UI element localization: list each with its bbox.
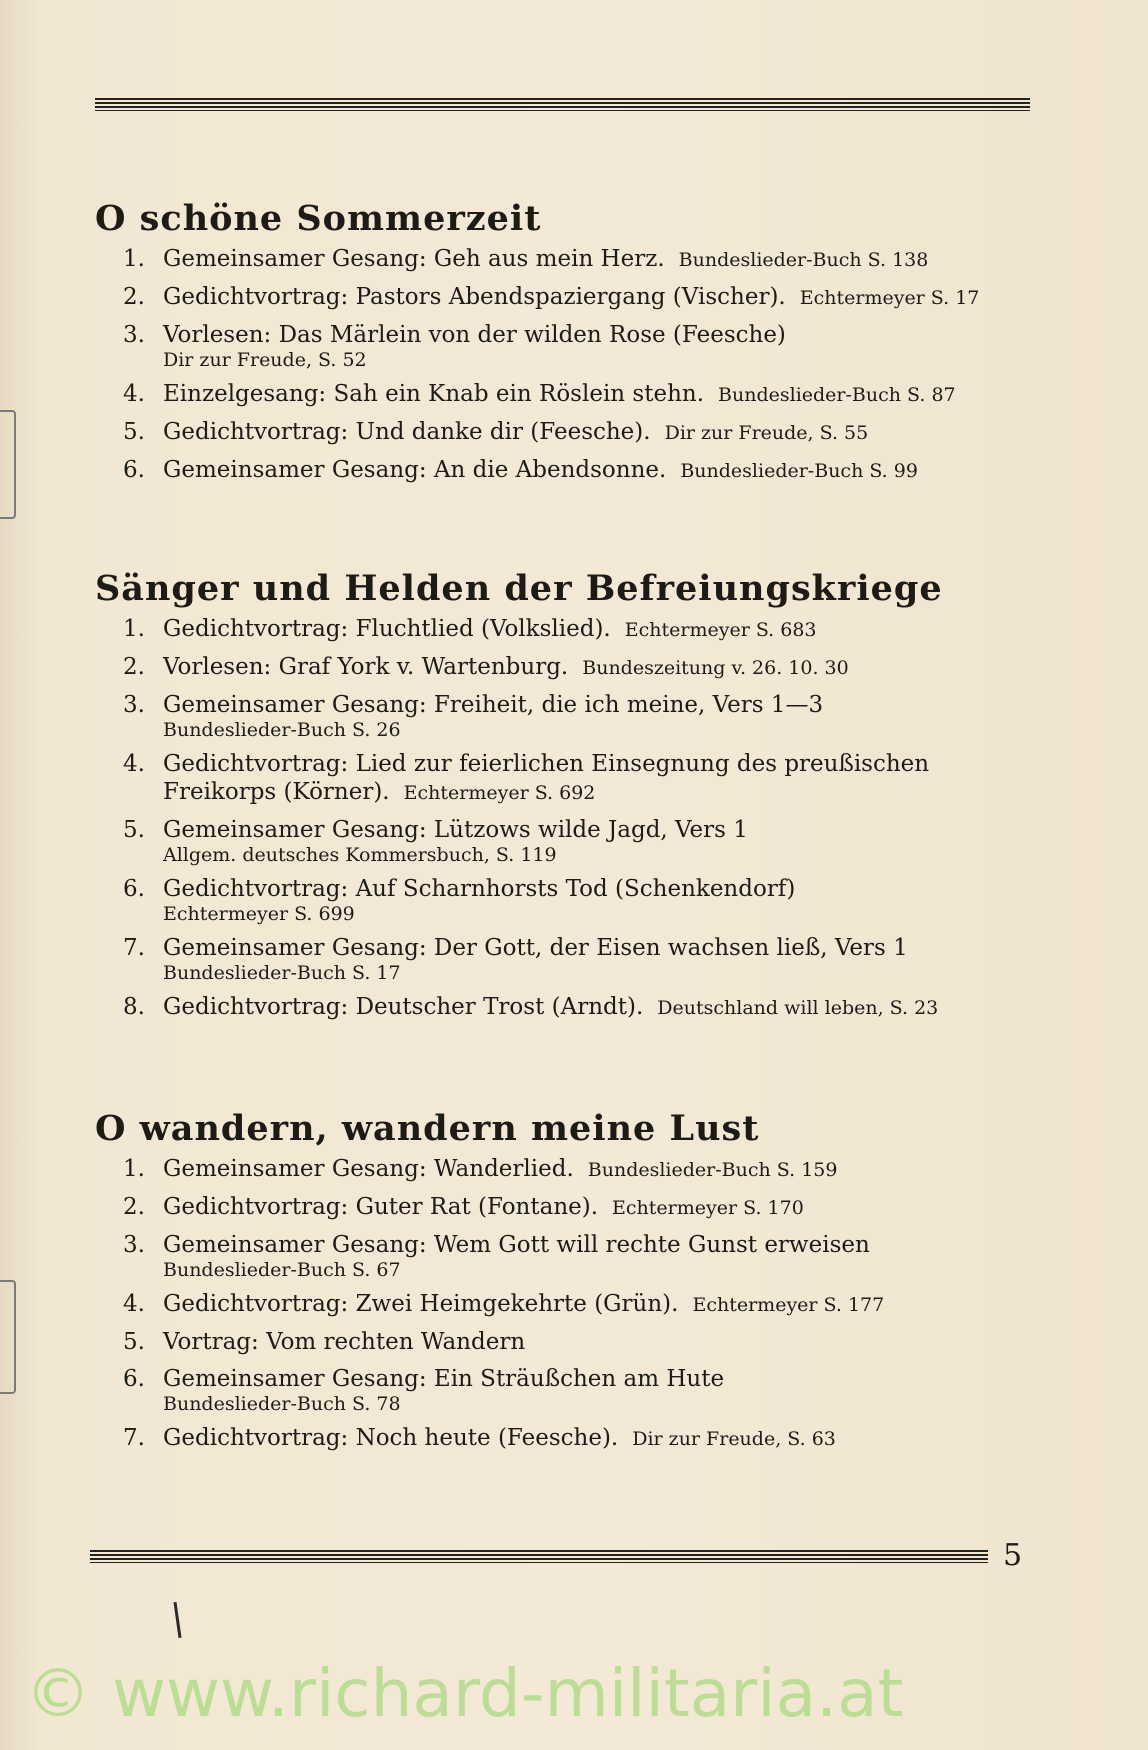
item-number: 3.: [123, 1232, 145, 1258]
item-reference: Allgem. deutsches Kommersbuch, S. 119: [163, 844, 557, 866]
item-text: Gedichtvortrag: Fluchtlied (Volkslied).: [163, 616, 611, 642]
item-text: Gemeinsamer Gesang: An die Abendsonne.: [163, 457, 667, 483]
item-reference: Bundeslieder-Buch S. 138: [678, 249, 929, 271]
item-number: 7.: [123, 1425, 145, 1451]
top-rule: [95, 98, 1030, 111]
section-title: O schöne Sommerzeit: [95, 198, 542, 239]
item-text: Gedichtvortrag: Und danke dir (Feesche).: [163, 419, 651, 445]
item-number: 2.: [123, 1194, 145, 1220]
item-reference: Echtermeyer S. 177: [692, 1294, 885, 1316]
item-reference: Bundeslieder-Buch S. 78: [163, 1393, 401, 1415]
item-text: Einzelgesang: Sah ein Knab ein Röslein stehn.: [163, 381, 705, 407]
page-number: 5: [1003, 1538, 1023, 1573]
item-number: 1.: [123, 1156, 145, 1182]
item-text: Gemeinsamer Gesang: Wanderlied.: [163, 1156, 574, 1182]
program-item: [123, 1193, 1035, 1222]
item-text: Gemeinsamer Gesang: Ein Sträußchen am Hute: [163, 1366, 725, 1392]
section-title: O wandern, wandern meine Lust: [95, 1108, 760, 1149]
program-item: [123, 1328, 1035, 1356]
section-befreiungskriege: [95, 568, 1035, 1031]
item-number: 3.: [123, 692, 145, 718]
item-reference: Echtermeyer S. 692: [403, 782, 596, 804]
item-reference: Echtermeyer S. 699: [163, 903, 355, 925]
program-item: [123, 615, 1035, 644]
item-reference: Bundeslieder-Buch S. 67: [163, 1259, 401, 1281]
program-item: [123, 380, 1035, 409]
item-number: 4.: [123, 751, 145, 777]
program-list: [95, 615, 1035, 1022]
program-list: [95, 1155, 1035, 1453]
item-reference: Echtermeyer S. 170: [612, 1197, 804, 1219]
program-item: [123, 245, 1035, 274]
item-number: 5.: [123, 1329, 145, 1355]
program-item: [123, 283, 1035, 312]
item-text: Gemeinsamer Gesang: Geh aus mein Herz.: [163, 246, 665, 272]
program-list: [95, 245, 1035, 485]
section-wandern: [95, 1108, 1035, 1462]
item-number: 8.: [123, 994, 145, 1020]
item-number: 6.: [123, 1366, 145, 1392]
item-text: Gemeinsamer Gesang: Wem Gott will rechte Gunst erweisen: [163, 1232, 870, 1258]
program-item: [123, 1231, 1035, 1281]
item-reference: Bundeszeitung v. 26. 10. 30: [582, 657, 849, 679]
item-text: Vorlesen: Das Märlein von der wilden Rose (Feesche): [163, 322, 786, 348]
item-reference: Echtermeyer S. 17: [799, 287, 980, 309]
item-number: 6.: [123, 457, 145, 483]
item-text: Gedichtvortrag: Lied zur feierlichen Einsegnung des preußischen Freikorps (Körner).: [163, 751, 930, 805]
item-reference: Echtermeyer S. 683: [624, 619, 817, 641]
item-text: Gemeinsamer Gesang: Der Gott, der Eisen wachsen ließ, Vers 1: [163, 935, 908, 961]
item-text: Gedichtvortrag: Guter Rat (Fontane).: [163, 1194, 599, 1220]
item-number: 4.: [123, 1291, 145, 1317]
item-text: Gedichtvortrag: Auf Scharnhorsts Tod (Schenkendorf): [163, 876, 796, 902]
item-reference: Dir zur Freude, S. 63: [632, 1428, 836, 1450]
watermark: © www.richard-militaria.at: [25, 1655, 904, 1732]
item-text: Gemeinsamer Gesang: Lützows wilde Jagd, Vers 1: [163, 817, 748, 843]
program-item: [123, 1424, 1035, 1453]
item-number: 5.: [123, 419, 145, 445]
item-number: 3.: [123, 322, 145, 348]
item-number: 5.: [123, 817, 145, 843]
item-text: Gemeinsamer Gesang: Freiheit, die ich meine, Vers 1—3: [163, 692, 824, 718]
item-number: 1.: [123, 246, 145, 272]
program-item: [123, 993, 1035, 1022]
item-reference: Dir zur Freude, S. 52: [163, 349, 367, 371]
program-item: [123, 653, 1035, 682]
item-number: 2.: [123, 654, 145, 680]
item-text: Vorlesen: Graf York v. Wartenburg.: [163, 654, 569, 680]
item-text: Gedichtvortrag: Noch heute (Feesche).: [163, 1425, 619, 1451]
program-item: [123, 934, 1035, 984]
program-item: [123, 1290, 1035, 1319]
pencil-mark: [174, 1602, 182, 1638]
program-item: [123, 816, 1035, 866]
program-item: [123, 456, 1035, 485]
item-number: 2.: [123, 284, 145, 310]
item-reference: Bundeslieder-Buch S. 17: [163, 962, 401, 984]
staple: [0, 1280, 16, 1394]
program-item: [123, 1155, 1035, 1184]
item-reference: Bundeslieder-Buch S. 26: [163, 719, 401, 741]
item-reference: Bundeslieder-Buch S. 99: [680, 460, 918, 482]
item-text: Gedichtvortrag: Zwei Heimgekehrte (Grün).: [163, 1291, 679, 1317]
item-reference: Dir zur Freude, S. 55: [664, 422, 869, 444]
program-item: [123, 750, 1035, 807]
item-reference: Bundeslieder-Buch S. 159: [587, 1159, 838, 1181]
item-reference: Deutschland will leben, S. 23: [657, 997, 939, 1019]
program-item: [123, 418, 1035, 447]
section-sommerzeit: [95, 198, 1035, 494]
staple: [0, 410, 16, 519]
item-number: 6.: [123, 876, 145, 902]
item-number: 4.: [123, 381, 145, 407]
program-item: [123, 691, 1035, 741]
item-number: 1.: [123, 616, 145, 642]
program-item: [123, 1365, 1035, 1415]
section-title: Sänger und Helden der Befreiungskriege: [95, 568, 943, 609]
program-item: [123, 321, 1035, 371]
bottom-rule: [90, 1550, 988, 1563]
item-reference: Bundeslieder-Buch S. 87: [718, 384, 956, 406]
item-text: Gedichtvortrag: Deutscher Trost (Arndt).: [163, 994, 644, 1020]
item-text: Vortrag: Vom rechten Wandern: [163, 1329, 526, 1355]
program-item: [123, 875, 1035, 925]
item-number: 7.: [123, 935, 145, 961]
item-text: Gedichtvortrag: Pastors Abendspaziergang (Vischer).: [163, 284, 786, 310]
